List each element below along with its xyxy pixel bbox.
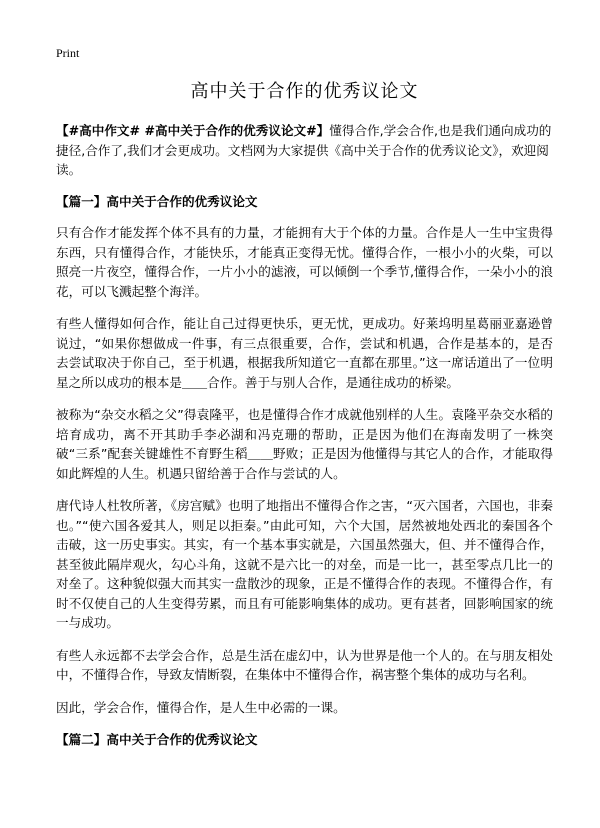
intro-tag: 【#高中作文# #高中关于合作的优秀议论文#】 (56, 123, 330, 138)
article-body (56, 121, 553, 762)
section-heading-1: 【篇一】高中关于合作的优秀议论文 (56, 193, 258, 209)
section-1-paragraph-3: 被称为“杂交水稻之父”得袁隆平，也是懂得合作才成就他别样的人生。袁隆平杂交水稻的培育成功，离不开其助手李必湖和冯克珊的帮助，正是因为他们在海南发明了一株突破“三系”配套关键雄性不育野生稻＿＿野败；正是因为他懂得与其它人的合作，才能取得如此辉煌的人生。机遇只留给善于合作与尝试的人。 (56, 407, 553, 481)
section-1-paragraph-2: 有些人懂得如何合作，能让自己过得更快乐，更无忧，更成功。好莱坞明星葛丽亚嘉逊曾说过，“如果你想做成一件事，有三点很重要，合作，尝试和机遇，合作是基本的，是否去尝试取决于你自己，至于机遇，根据我所知道它一直都在那里。”这一席话道出了一位明星之所以成功的根本是＿＿合作。善于与别人合作，是通往成功的桥梁。 (56, 316, 553, 390)
intro-paragraph (56, 121, 553, 180)
section-1-paragraph-6: 因此，学会合作，懂得合作，是人生中必需的一课。 (56, 699, 346, 715)
page-title: 高中关于合作的优秀议论文 (190, 81, 419, 102)
section-1-paragraph-5: 有些人永远都不去学会合作，总是生活在虚幻中，认为世界是他一个人的。在与朋友相处中，不懂得合作，导致友情断裂，在集体中不懂得合作，祸害整个集体的成功与名利。 (56, 647, 553, 682)
intro-text: 懂得合作,学会合作,也是我们通向成功的捷径,合作了,我们才会更成功。文档网为大家提供《高中关于合作的优秀议论文》，欢迎阅读。 (56, 123, 552, 177)
section-1-paragraph-1: 只有合作才能发挥个体不具有的力量，才能拥有大于个体的力量。合作是人一生中宝贵得东西，只有懂得合作，才能快乐，才能真正变得无忧。懂得合作，一根小小的火柴，可以照亮一片夜空，懂得合作，一片小小的滤液，可以倾倒一个季节,懂得合作，一朵小小的浪花，可以飞溅起整个海洋。 (56, 225, 553, 299)
print-link[interactable]: Print (56, 46, 80, 60)
section-heading-2: 【篇二】高中关于合作的优秀议论文 (56, 732, 258, 747)
section-1-paragraph-4: 唐代诗人杜牧所著，《房宫赋》也明了地指出不懂得合作之害，“灭六国者，六国也，非秦也。”“使六国各爱其人，则足以拒秦。”由此可知，六个大国，居然被地处西北的秦国各个击破，这一历史事实。其实，有一个基本事实就是，六国虽然强大，但、并不懂得合作，甚至彼此隔岸观火，勾心斗角，这就不是六比一的对垒，而是一比一，甚至零点几比一的对垒了。这种貌似强大而其实一盘散沙的现象，正是不懂得合作的表现。不懂得合作，有时不仅使自己的人生变得劳累，而且有可能影响集体的成功。更有甚者，回影响国家的统一与成功。 (56, 498, 553, 630)
